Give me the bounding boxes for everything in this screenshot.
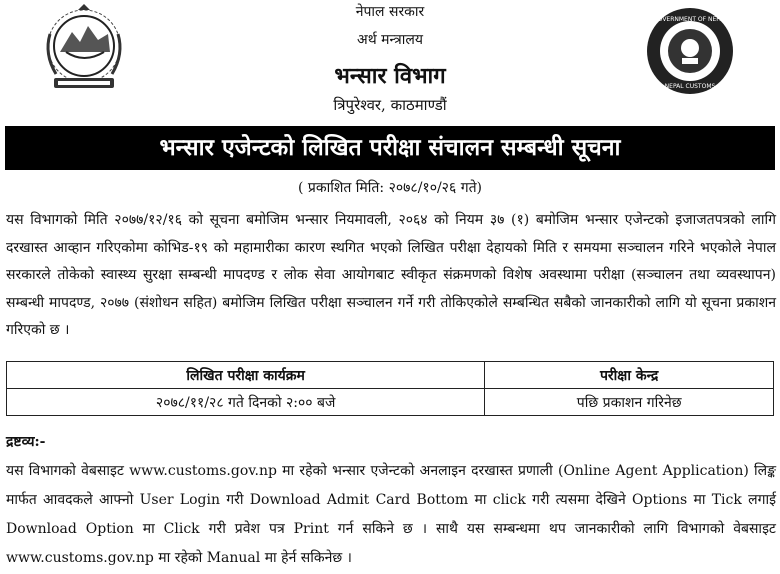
- published-date: ( प्रकाशित मिति: २०७८/१०/२६ गते): [297, 180, 483, 196]
- table-row: [7, 389, 774, 416]
- government-name: नेपाल सरकार: [355, 4, 425, 20]
- table-header-row: [7, 362, 774, 389]
- nepal-customs-seal-icon: [645, 6, 735, 96]
- header-exam-schedule: लिखित परीक्षा कार्यक्रम: [7, 362, 485, 389]
- cell-exam-center: पछि प्रकाशन गरिनेछ: [485, 389, 774, 416]
- note-paragraph: यस विभागको वेबसाइट www.customs.gov.np मा रहेको भन्सार एजेन्टको अनलाइन दरखास्त प्रणाली (Online Agent Application) लिङ्क मार्फत आवदकले आफ्नो User Login गरी Download Admit Card Bottom मा click गरी त्यसमा देखिने Options मा Tick लगाई Download Option मा Click गरी प्रवेश पत्र Print गर्न सकिने छ । साथै यस सम्बन्धमा थप जानकारीको लागि विभागको वेबसाइट www.customs.gov.np मा रहेको Manual मा हेर्न सकिनेछ ।: [6, 463, 776, 566]
- letterhead: [0, 0, 780, 122]
- notice-title-banner: भन्सार एजेन्टको लिखित परीक्षा संचालन सम्बन्धी सूचना: [5, 126, 775, 170]
- cell-exam-datetime: २०७८/११/२८ गते दिनको २:०० बजे: [7, 389, 485, 416]
- ministry-name: अर्थ मन्त्रालय: [357, 32, 423, 48]
- notice-paragraph: यस विभागको मिति २०७७/१२/१६ को सूचना बमोजिम भन्सार नियमावली, २०६४ को नियम ३७ (१) बमोजिम भन्सार एजेन्टको इजाजतपत्रको लागि दरखास्त आव्हान गरिएकोमा कोभिड-१९ को महामारीका कारण स्थगित भएको लिखित परीक्षा देहायको मिति र समयमा सञ्चालन गरिने भएकोले नेपाल सरकारले तोकेको स्वास्थ्य सुरक्षा सम्बन्धी मापदण्ड र लोक सेवा आयोगबाट स्वीकृत संक्रमणको विशेष अवस्थामा परीक्षा (सञ्चालन तथा व्यवस्थापन) सम्बन्धी मापदण्ड, २०७७ (संशोधन सहित) बमोजिम लिखित परीक्षा सञ्चालन गर्ने गरी तोकिएकोले सम्बन्धित सबैको जानकारीको लागि यो सूचना प्रकाशन गरिएको छ ।: [6, 212, 776, 338]
- seal-bottom-text: NEPAL CUSTOMS: [664, 83, 716, 90]
- header-exam-center: परीक्षा केन्द्र: [485, 362, 774, 389]
- schedule-table: [6, 361, 774, 416]
- office-address: त्रिपुरेश्वर, काठमाण्डौं: [333, 96, 447, 114]
- department-name: भन्सार विभाग: [334, 63, 446, 89]
- seal-top-text: GOVERNMENT OF NEPAL: [653, 16, 727, 23]
- note-heading: द्रष्टव्य:-: [6, 434, 46, 450]
